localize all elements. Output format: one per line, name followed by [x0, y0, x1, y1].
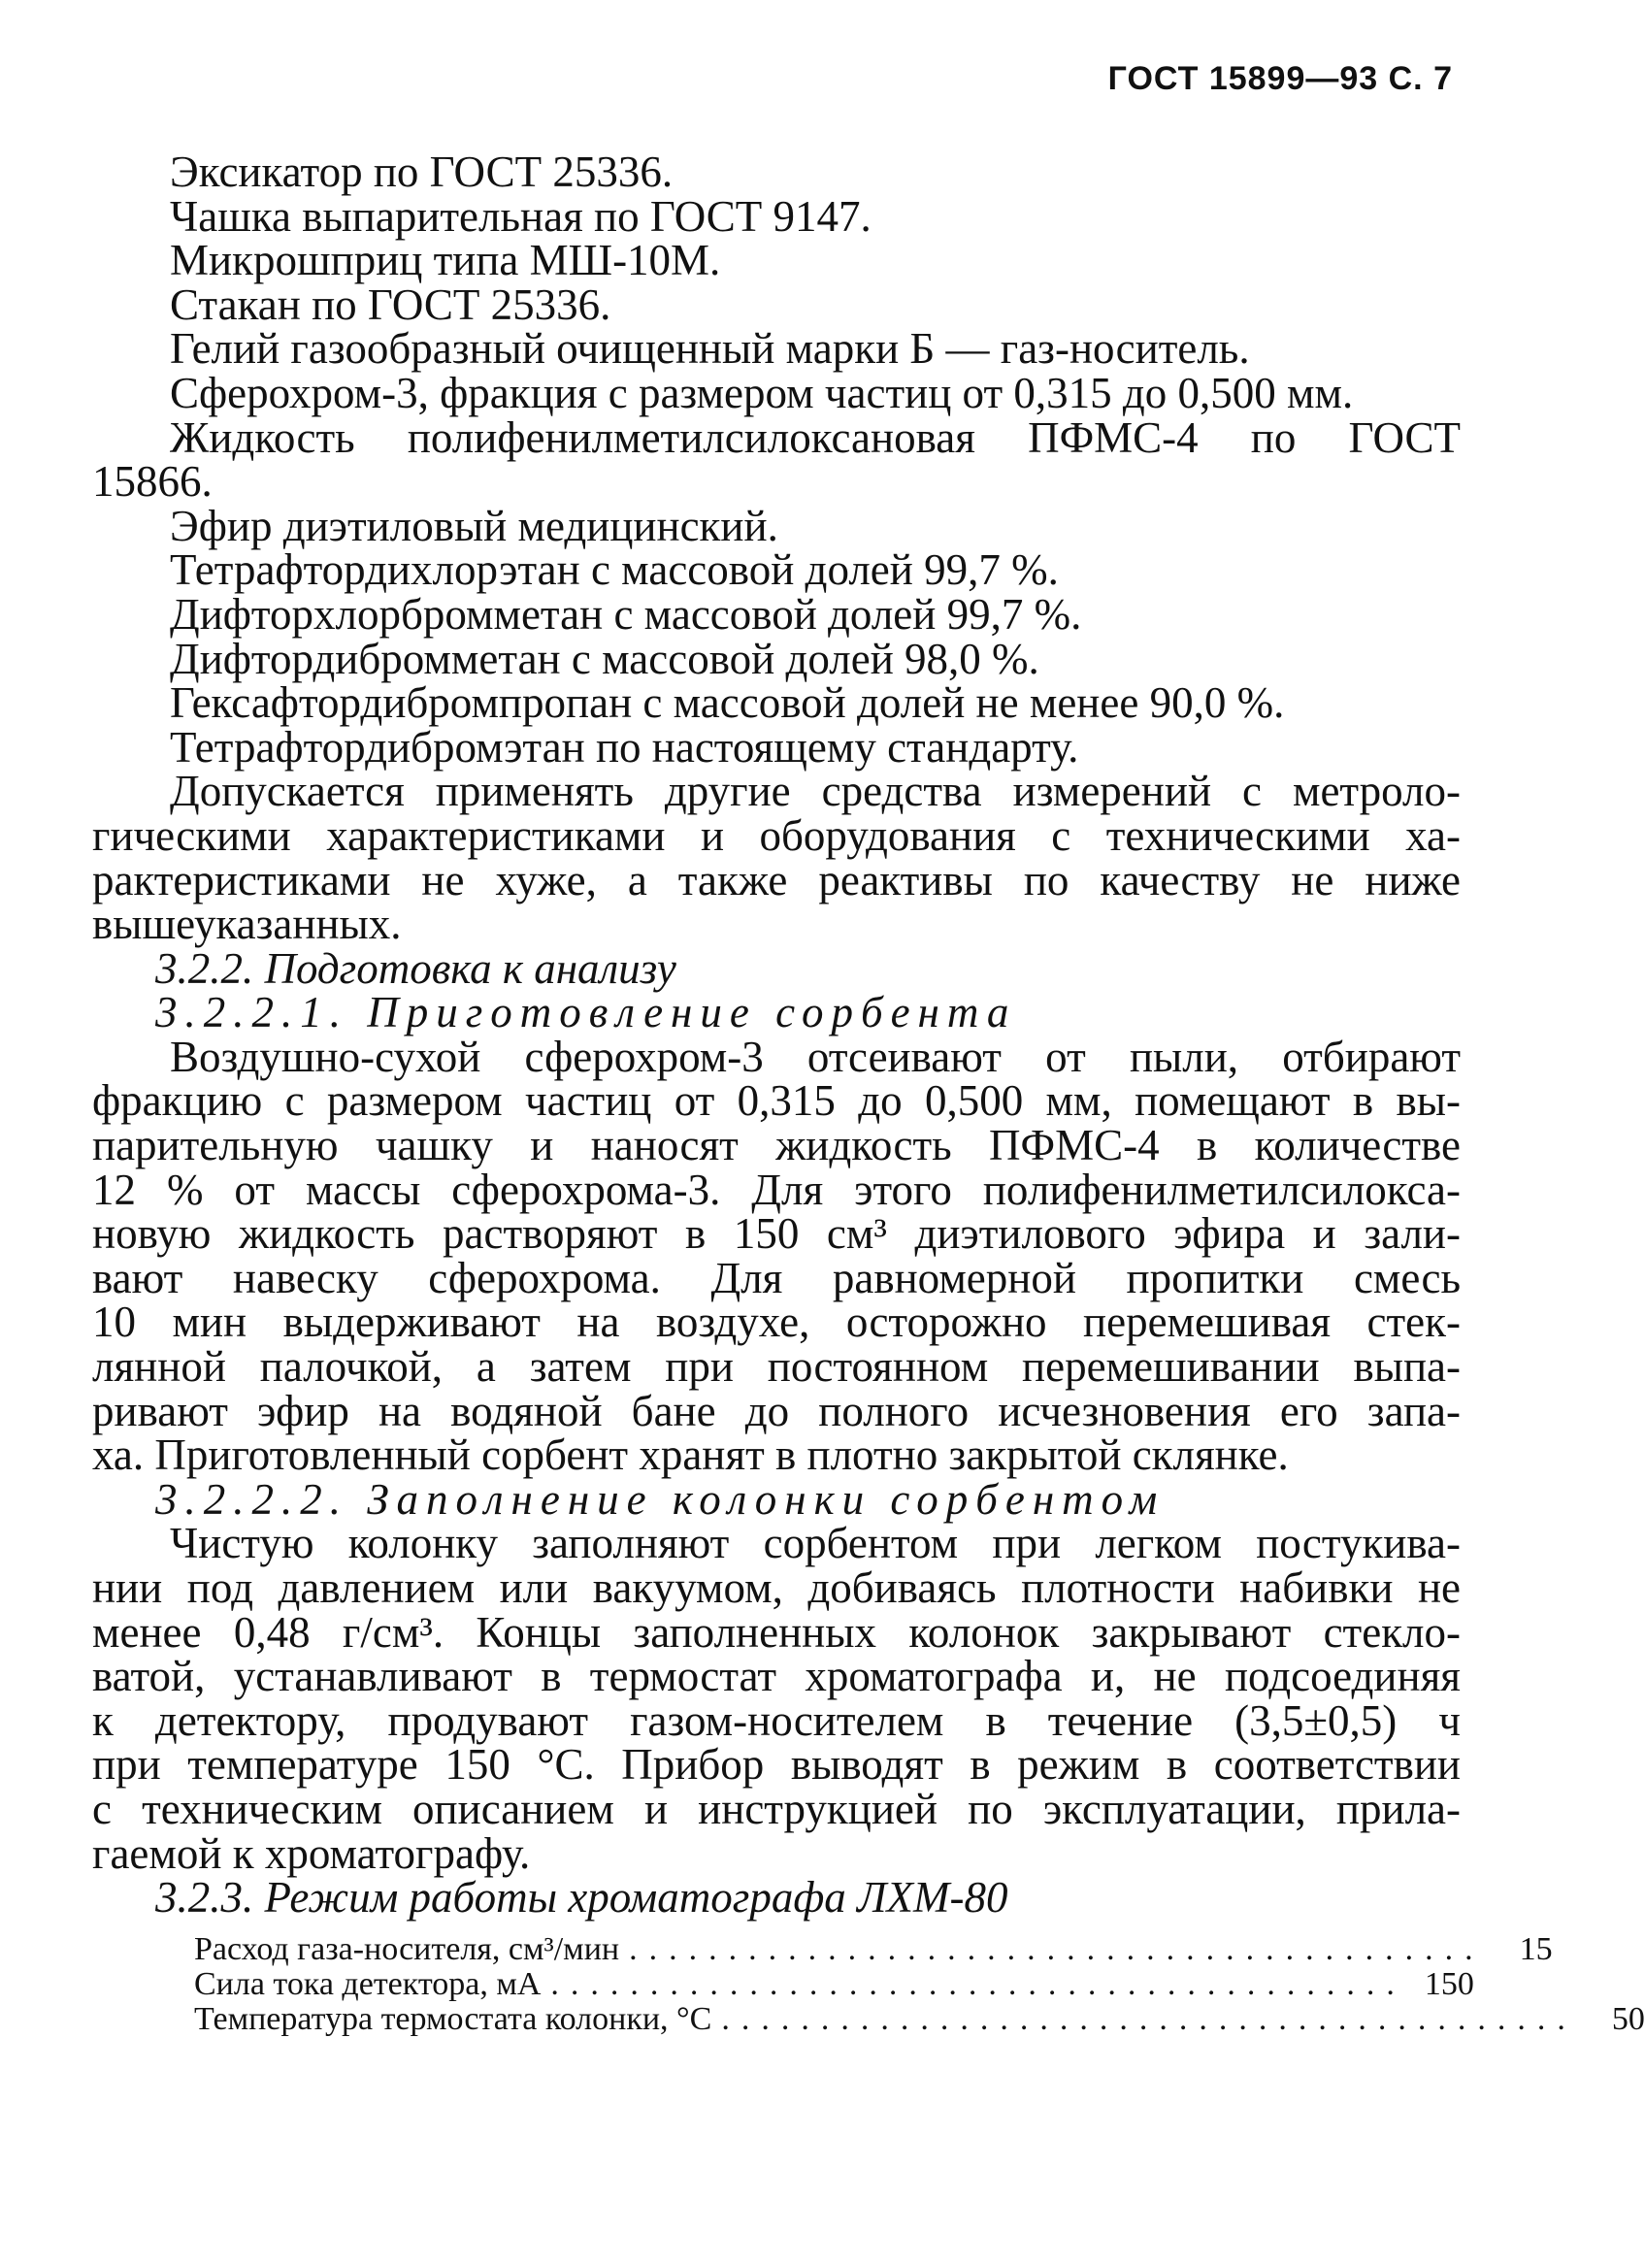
page-header: ГОСТ 15899—93 С. 7	[1107, 60, 1453, 97]
parameter-label: Расход газа-носителя, см³/мин	[194, 1931, 620, 1967]
parameter-row	[194, 1966, 1474, 2002]
section-heading: 3.2.2. Подготовка к анализу	[155, 943, 676, 993]
text-line: 12 % от массы сферохрома-3. Для этого полифенилметилсилокса-	[92, 1165, 1461, 1214]
text-line: Воздушно-сухой сферохром-3 отсеивают от пыли, отбирают	[170, 1032, 1461, 1081]
text-line: нии под давлением или вакуумом, добиваясь плотности набивки не	[92, 1563, 1461, 1612]
text-line: Эфир диэтиловый медицинский.	[170, 501, 778, 550]
parameters-table	[194, 1931, 1645, 2037]
text-line: Эксикатор по ГОСТ 25336.	[170, 148, 674, 196]
text-line: гическими характеристиками и оборудования с техническими ха-	[92, 810, 1461, 860]
text-line: ха. Приготовленный сорбент хранят в плотно закрытой склянке.	[92, 1430, 1289, 1480]
parameter-label: Температура термостата колонки, °С	[194, 2001, 712, 2037]
dot-leader: ...........................................	[550, 1966, 1406, 2002]
text-line: Жидкость полифенилметилсилоксановая ПФМС-4 по ГОСТ	[170, 412, 1461, 462]
text-line: рактеристиками не хуже, а также реактивы по качеству не ниже	[92, 855, 1461, 904]
section-heading: 3.2.3. Режим работы хроматографа ЛХМ-80	[155, 1873, 1008, 1923]
text-line: новую жидкость растворяют в 150 см³ диэтилового эфира и зали-	[92, 1209, 1461, 1259]
parameter-row	[194, 1931, 1553, 1967]
text-line: Допускается применять другие средства измерений с метроло-	[170, 767, 1461, 816]
parameter-label: Сила тока детектора, мА	[194, 1966, 542, 2002]
text-line: 15866.	[92, 457, 213, 507]
text-line: парительную чашку и наносят жидкость ПФМС-4 в количестве	[92, 1121, 1461, 1170]
text-line: Чистую колонку заполняют сорбентом при легком постукива-	[170, 1519, 1461, 1568]
text-line: 10 мин выдерживают на воздухе, осторожно перемешивая стек-	[92, 1298, 1461, 1347]
text-line: Гексафтордибромпропан с массовой долей не менее 90,0 %.	[170, 678, 1285, 728]
text-line: ривают эфир на водяной бане до полного исчезновения его запа-	[92, 1386, 1461, 1435]
document-body	[92, 150, 1461, 1921]
text-line: фракцию с размером частиц от 0,315 до 0,500 мм, помещают в вы-	[92, 1076, 1461, 1126]
parameter-row	[194, 2001, 1645, 2037]
dot-leader: ...........................................	[629, 1931, 1485, 1967]
text-line: гаемой к хроматографу.	[92, 1828, 531, 1878]
text-line: Тетрафтордихлорэтан с массовой долей 99,7 %.	[170, 545, 1059, 595]
text-line: с техническим описанием и инструкцией по эксплуатации, прила-	[92, 1784, 1461, 1833]
text-line: менее 0,48 г/см³. Концы заполненных колонок закрывают стекло-	[92, 1607, 1461, 1657]
parameter-value: 15	[1519, 1931, 1553, 1967]
text-line: лянной палочкой, а затем при постоянном перемешивании выпа-	[92, 1342, 1461, 1392]
text-line: вают навеску сферохрома. Для равномерной пропитки смесь	[92, 1253, 1461, 1302]
subsection-heading: 3.2.2.2. Заполнение колонки сорбентом	[155, 1474, 1166, 1524]
text-line: Стакан по ГОСТ 25336.	[170, 279, 611, 329]
text-line: ватой, устанавливают в термостат хроматографа и, не подсоединяя	[92, 1652, 1461, 1701]
text-line: вышеуказанных.	[92, 900, 402, 949]
text-line: Дифтордибромметан с массовой долей 98,0 %.	[170, 634, 1039, 683]
text-line: Микрошприц типа МШ-10М.	[170, 236, 721, 285]
text-line: Дифторхлорбромметан с массовой долей 99,7 %.	[170, 589, 1082, 639]
subsection-heading: 3.2.2.1. Приготовление сорбента	[155, 988, 1017, 1037]
text-line: при температуре 150 °С. Прибор выводят в режим в соответствии	[92, 1740, 1461, 1790]
text-line: к детектору, продувают газом-носителем в течение (3,5±0,5) ч	[92, 1695, 1461, 1745]
text-line: Чашка выпарительная по ГОСТ 9147.	[170, 191, 872, 241]
text-line: Гелий газообразный очищенный марки Б — газ-носитель.	[170, 324, 1250, 374]
parameter-value: 50	[1611, 2001, 1645, 2037]
parameter-value: 150	[1424, 1966, 1474, 2002]
text-line: Сферохром-3, фракция с размером частиц от 0,315 до 0,500 мм.	[170, 368, 1354, 417]
text-line: Тетрафтордибромэтан по настоящему стандарту.	[170, 722, 1079, 772]
dot-leader: ...........................................	[721, 2001, 1577, 2037]
